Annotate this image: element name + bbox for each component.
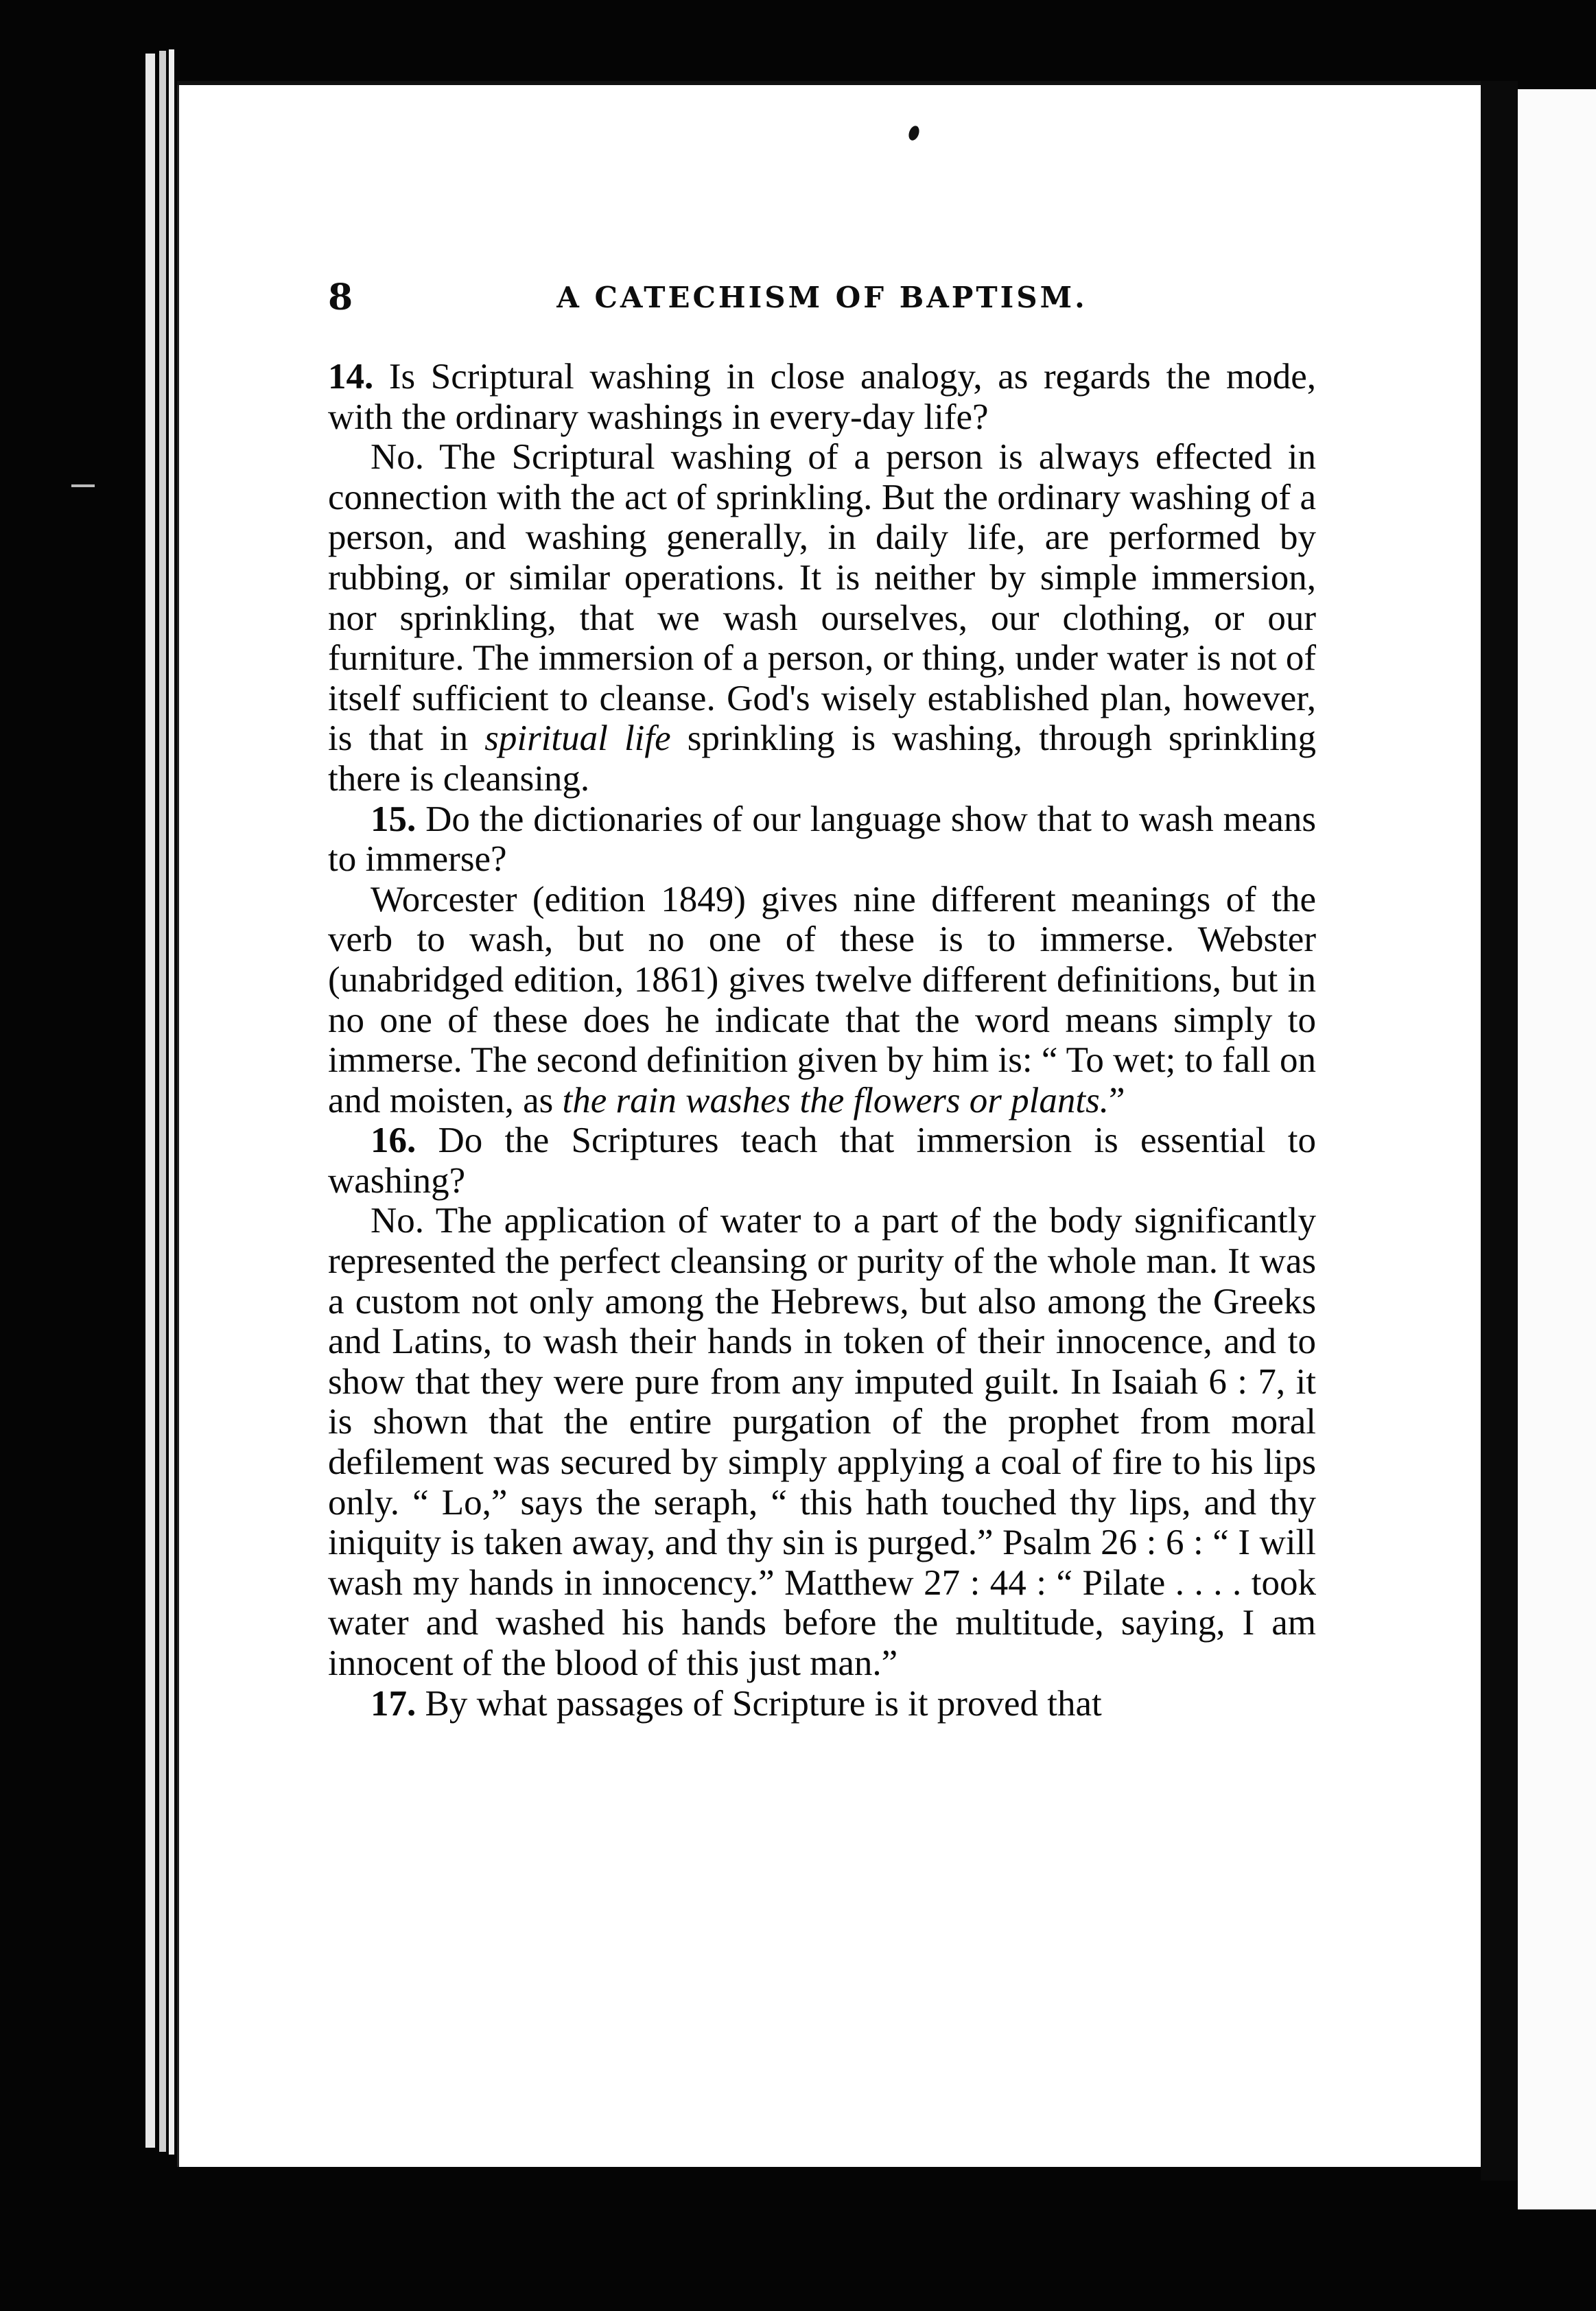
answer-text: Worcester (edition 1849) gives nine different meanings of the verb to wash, but no one of these is to immerse. Webster (unabridged edition, 1861) gives twelve different definitions, but in no one of these does he indicate that the word means simply to immerse. The second definition given by him is: “ To wet; to fall on and moisten, as: [328, 879, 1316, 1121]
question-14: [328, 357, 1316, 437]
question-text: Do the dictionaries of our language show that to wash means to immerse?: [328, 799, 1317, 880]
question-number: 17.: [371, 1683, 416, 1724]
question-15: [328, 799, 1316, 880]
page-header: [328, 273, 1316, 322]
question-text: By what passages of Scripture is it proved that: [425, 1683, 1102, 1724]
question-number: 16.: [371, 1121, 416, 1161]
italic-text: the rain washes the flowers or plants.: [562, 1080, 1110, 1121]
running-head: A CATECHISM OF BAPTISM.: [556, 281, 1088, 314]
page-edge: [145, 54, 155, 2148]
facing-page: [1518, 89, 1596, 2209]
question-number: 14.: [328, 357, 374, 397]
answer-text: No. The application of water to a part of the body significantly represented the perfect cleansing or purity of the whole man. It was a custom not only among the Hebrews, but also among the Greeks and Latins, to wash their hands in token of their innocence, and to show that they were pure from any imputed guilt. In Isaiah 6 : 7, it is shown that the entire purgation of the prophet from moral defilement was secured by simply applying a coal of fire to his lips only. “ Lo,” says the seraph, “ this hath touched thy lips, and thy iniquity is taken away, and thy sin is purged.” Psalm 26 : 6 : “ I will wash my hands in innocency.” Matthew 27 : 44 : “ Pilate . . . . took water and washed his hands before the multitude, saying, I am innocent of the blood of this just man.”: [328, 1201, 1316, 1683]
page-edge: [159, 51, 166, 2152]
question-17: [328, 1684, 1316, 1724]
answer-15: [328, 880, 1316, 1121]
body-text: [328, 357, 1316, 1724]
italic-text: spiritual life: [484, 718, 671, 759]
question-text: Do the Scriptures teach that immersion is essential to washing?: [328, 1121, 1317, 1201]
answer-text: No. The Scriptural washing of a person is always effected in connection with the act of sprinkling. But the ordinary washing of a person, and washing generally, in daily life, are performed by rubbing, or similar operations. It is neither by simple immersion, nor sprinkling, that we wash ourselves, our clothing, or our furniture. The immersion of a person, or thing, under water is not of itself sufficient to cleanse. God's wisely established plan, however, is that in: [328, 437, 1316, 759]
page-number: 8: [328, 277, 353, 318]
answer-14: [328, 437, 1316, 799]
book-gutter: [1481, 81, 1518, 2181]
answer-16: [328, 1201, 1316, 1683]
question-number: 15.: [371, 799, 416, 839]
question-16: [328, 1121, 1316, 1201]
answer-text: sprinkling is washing, through sprinkling there is cleansing.: [328, 718, 1316, 799]
margin-mark: [71, 484, 95, 487]
question-text: Is Scriptural washing in close analogy, as regards the mode, with the ordinary washings in every-day life?: [328, 357, 1316, 437]
answer-text: ”: [1109, 1080, 1125, 1121]
page-edge: [169, 49, 174, 2155]
